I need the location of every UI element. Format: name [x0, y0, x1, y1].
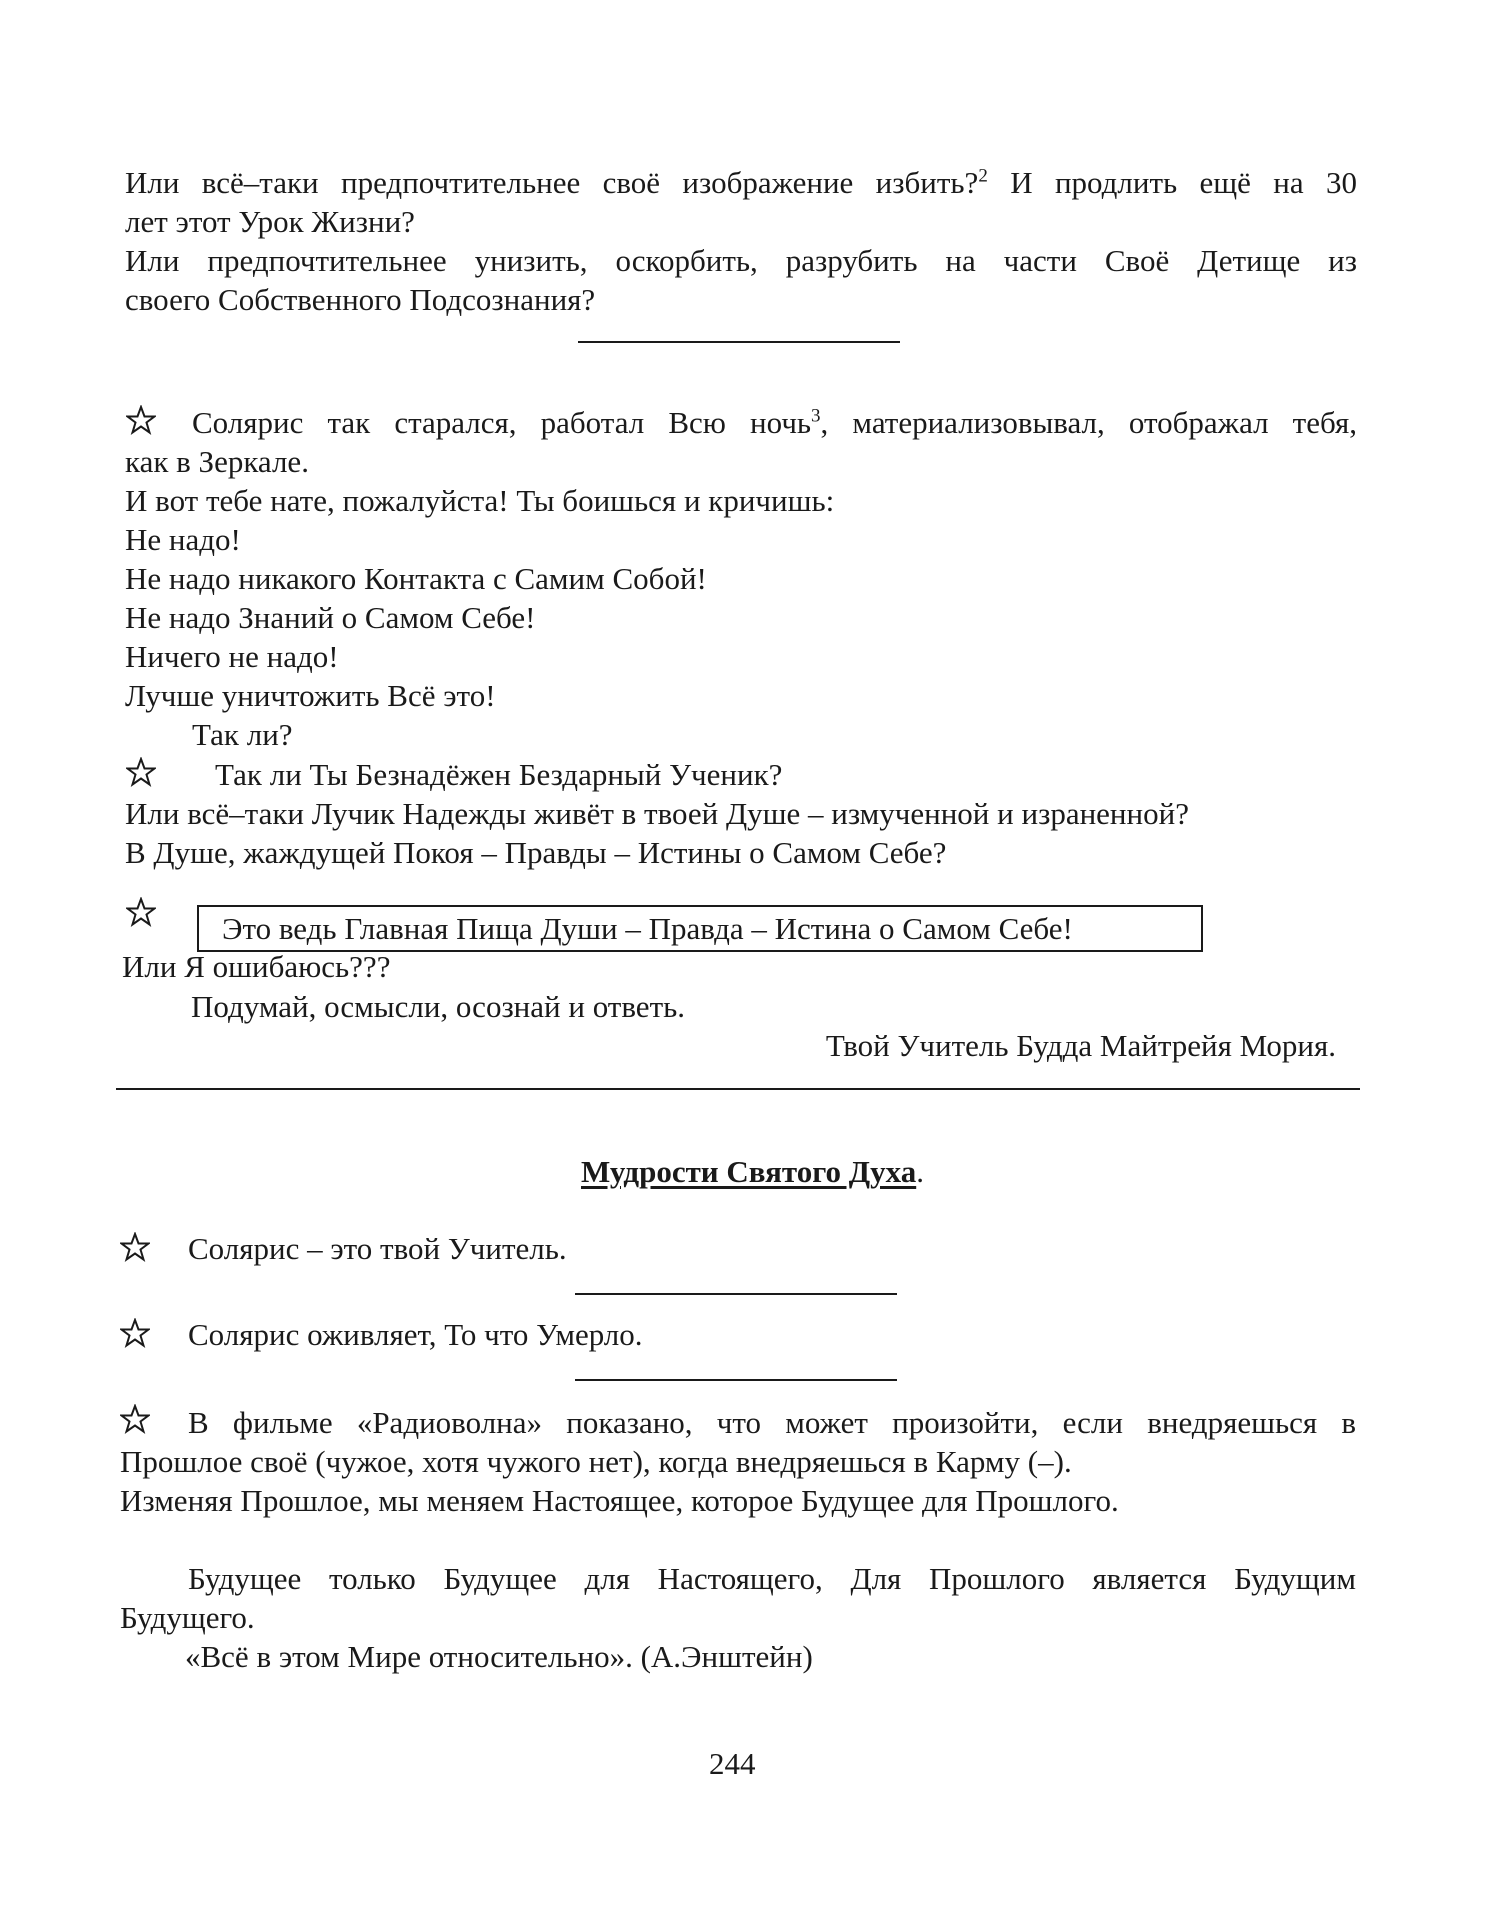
section-heading: Мудрости Святого Духа. — [581, 1154, 924, 1189]
text-line: Солярис так старался, работал Всю ночь$^3$, материализовывал, отображал тебя, — [192, 405, 1357, 440]
text-line: Прошлое своё (чужое, хотя чужого нет), когда внедряешься в Карму (–). — [120, 1444, 1072, 1479]
text-line: Так ли Ты Безнадёжен Бездарный Ученик? — [215, 757, 783, 792]
section-divider — [578, 341, 900, 343]
text-line: Будущего. — [120, 1600, 255, 1635]
text-line: лет этот Урок Жизни? — [125, 204, 415, 239]
text-line: Солярис оживляет, То что Умерло. — [188, 1317, 643, 1352]
text-line: Так ли? — [192, 717, 293, 752]
star-icon — [120, 1232, 150, 1262]
text-line: Или Я ошибаюсь??? — [122, 949, 391, 984]
text-line: Будущее только Будущее для Настоящего, Для Прошлого является Будущим — [188, 1561, 1356, 1596]
text-line: И вот тебе нате, пожалуйста! Ты боишься и кричишь: — [125, 483, 835, 518]
text-line: Не надо никакого Контакта с Самим Собой! — [125, 561, 707, 596]
text-line: Не надо! — [125, 522, 241, 557]
section-divider — [575, 1379, 897, 1381]
star-icon — [120, 1404, 150, 1434]
full-width-divider — [116, 1088, 1360, 1090]
text-line: Лучше уничтожить Всё это! — [125, 678, 496, 713]
text-line: Или предпочтительнее унизить, оскорбить, разрубить на части Своё Детище из — [125, 243, 1357, 278]
text-line: Не надо Знаний о Самом Себе! — [125, 600, 536, 635]
star-icon — [126, 757, 156, 787]
signature: Твой Учитель Будда Майтрейя Мория. — [825, 1028, 1336, 1063]
page-number: 244 — [709, 1746, 756, 1781]
star-icon — [120, 1318, 150, 1348]
text-line: «Всё в этом Мире относительно». (А.Энштейн) — [185, 1639, 813, 1674]
footnote-ref: 2 — [978, 165, 988, 187]
footnote-ref: 3 — [811, 405, 821, 427]
text-line: В Душе, жаждущей Покоя – Правды – Истины о Самом Себе? — [125, 835, 947, 870]
text-line: как в Зеркале. — [125, 444, 309, 479]
text-line: Ничего не надо! — [125, 639, 339, 674]
text-line: Или всё–таки предпочтительнее своё изображение избить?$^2$ И продлить ещё на 30 — [125, 165, 1357, 200]
text-line: Подумай, осмысли, осознай и ответь. — [191, 989, 686, 1024]
text-line: Изменяя Прошлое, мы меняем Настоящее, которое Будущее для Прошлого. — [120, 1483, 1119, 1518]
section-divider — [575, 1293, 897, 1295]
boxed-text: Это ведь Главная Пища Души – Правда – Истина о Самом Себе! — [222, 911, 1073, 946]
star-icon — [126, 405, 156, 435]
text-line: В фильме «Радиоволна» показано, что может произойти, если внедряешься в — [188, 1405, 1356, 1440]
text-line: Или всё–таки Лучик Надежды живёт в твоей Душе – измученной и израненной? — [125, 796, 1189, 831]
star-icon — [126, 897, 156, 927]
text-line: своего Собственного Подсознания? — [125, 282, 596, 317]
text-line: Солярис – это твой Учитель. — [188, 1231, 567, 1266]
